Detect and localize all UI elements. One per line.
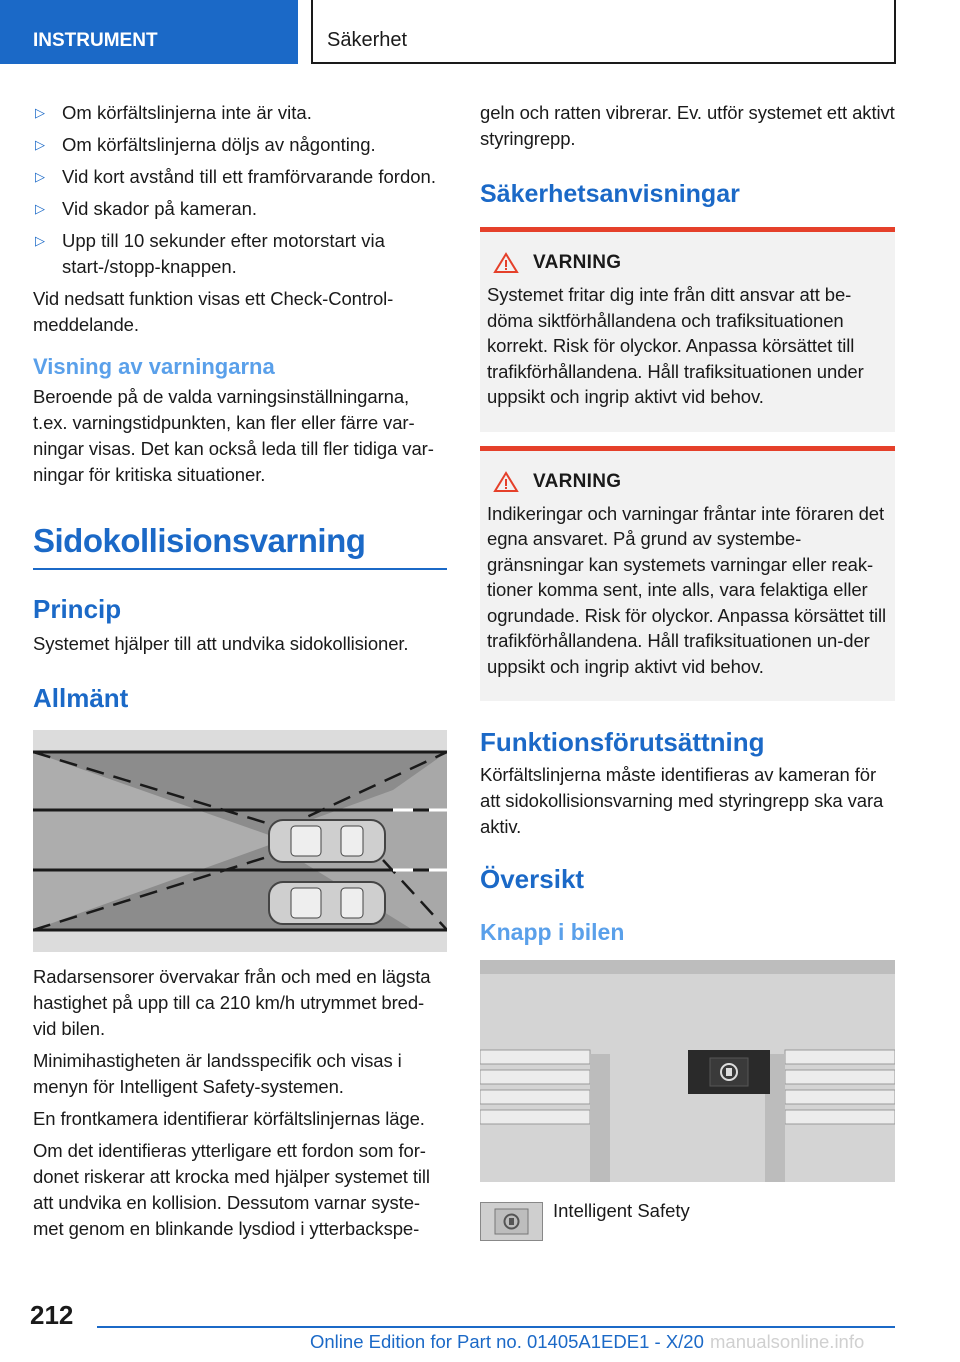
vehicle-detect-paragraph: Om det identifieras ytterligare ett fordon som for-donet riskerar att krocka med hjälper systemet till att undvika en kollision. Dessutom varnar syste-met genom en blinkande lysdiod i ytterbackspe- <box>33 1140 430 1239</box>
legend-row <box>480 1202 895 1241</box>
warning-box-1 <box>480 227 895 432</box>
triangle-bullet-icon: ▷ <box>35 201 45 216</box>
heading-visning: Visning av varningarna <box>33 354 275 379</box>
heading-princip: Princip <box>33 594 122 624</box>
list-item: ▷ Upp till 10 sekunder efter motorstart via start-/stopp-knappen. <box>35 230 385 277</box>
car-lower-icon <box>269 882 385 924</box>
heading-funktionsforutsattning: Funktionsförutsättning <box>480 727 765 757</box>
intelligent-safety-button-icon <box>480 1202 543 1241</box>
heading-sidokollisionsvarning: Sidokollisionsvarning <box>33 522 447 570</box>
warning-box-2 <box>480 446 895 702</box>
lane-diagram-svg <box>33 730 447 952</box>
continued-paragraph: geln och ratten vibrerar. Ev. utför systemet ett aktivt styringrepp. <box>480 102 895 149</box>
triangle-bullet-icon: ▷ <box>35 137 45 152</box>
warning-text: Indikeringar och varningar fråntar inte föraren det egna ansvaret. På grund av systembe-gränsningar kan systemets varningar eller reak-tioner komma sent, inte alls, vara felaktiga eller ogrundade. Risk för olyckor. Anpassa körsättet till trafikförhållandena. Håll trafiksituationen un-der uppsikt och ingrip aktivt vid behov. <box>487 502 887 677</box>
footer-edition: Online Edition for Part no. 01405A1EDE1 - X/20 <box>310 1331 704 1352</box>
princip-paragraph: Systemet hjälper till att undvika sidokollisioner. <box>33 633 409 654</box>
list-item: ▷ Vid skador på kameran. <box>33 196 447 222</box>
triangle-bullet-icon: ▷ <box>35 169 45 184</box>
min-speed-paragraph: Minimihastigheten är landsspecifik och visas i menyn för Intelligent Safety-systemen. <box>33 1050 402 1097</box>
heading-sakerhetsanvisningar: Säkerhetsanvisningar <box>480 180 740 208</box>
heading-allmant: Allmänt <box>33 683 129 713</box>
button-in-car-illustration <box>480 960 895 1182</box>
right-column <box>480 100 895 1241</box>
legend-label: Intelligent Safety <box>553 1200 690 1221</box>
warning-text: Systemet fritar dig inte från ditt ansvar att be-döma siktförhållandena och trafiksituationen korrekt. Risk för olyckor. Anpassa körsättet till trafikförhållandena. Håll trafiksituationen under uppsikt och ingrip aktivt vid behov. <box>487 284 864 407</box>
visning-paragraph: Beroende på de valda varningsinställningarna, t.ex. varningstidpunkten, kan fler eller färre var-ningar visas. Det kan också leda till fler tidiga var-ningar för kritiska situationer. <box>33 386 434 485</box>
header-section-tab <box>0 0 298 64</box>
header-chapter-box <box>311 0 896 64</box>
heading-oversikt: Översikt <box>480 864 585 894</box>
car-upper-icon <box>269 820 385 862</box>
list-item: ▷ Om körfältslinjerna inte är vita. <box>33 100 447 126</box>
warning-title: VARNING <box>533 470 622 492</box>
header-section-label: INSTRUMENT <box>33 30 158 51</box>
warning-triangle-icon <box>493 252 519 274</box>
warning-triangle-icon <box>493 471 519 493</box>
triangle-bullet-icon: ▷ <box>35 233 45 248</box>
list-item: ▷ Vid kort avstånd till ett framförvarande fordon. <box>33 164 447 190</box>
header-chapter-label: Säkerhet <box>327 29 408 51</box>
check-control-paragraph: Vid nedsatt funktion visas ett Check-Control-meddelande. <box>33 288 394 335</box>
page-number: 212 <box>30 1300 74 1330</box>
heading-knapp-i-bilen: Knapp i bilen <box>480 919 625 945</box>
funktion-paragraph: Körfältslinjerna måste identifieras av kameran för att sidokollisionsvarning med styringrepp ska vara aktiv. <box>480 764 884 837</box>
side-collision-illustration <box>33 730 447 952</box>
triangle-bullet-icon: ▷ <box>35 105 45 120</box>
warning-title: VARNING <box>533 252 622 273</box>
footer-divider <box>97 1326 895 1328</box>
radar-paragraph: Radarsensorer övervakar från och med en lägsta hastighet på upp till ca 210 km/h utrymmet bred-vid bilen. <box>33 966 431 1039</box>
camera-paragraph: En frontkamera identifierar körfältslinjernas läge. <box>33 1108 425 1129</box>
list-item: ▷ Om körfältslinjerna döljs av någonting. <box>33 132 447 158</box>
left-column <box>33 100 447 1242</box>
watermark-text: manualsonline.info <box>710 1331 865 1352</box>
dashboard-button-svg <box>480 960 895 1182</box>
